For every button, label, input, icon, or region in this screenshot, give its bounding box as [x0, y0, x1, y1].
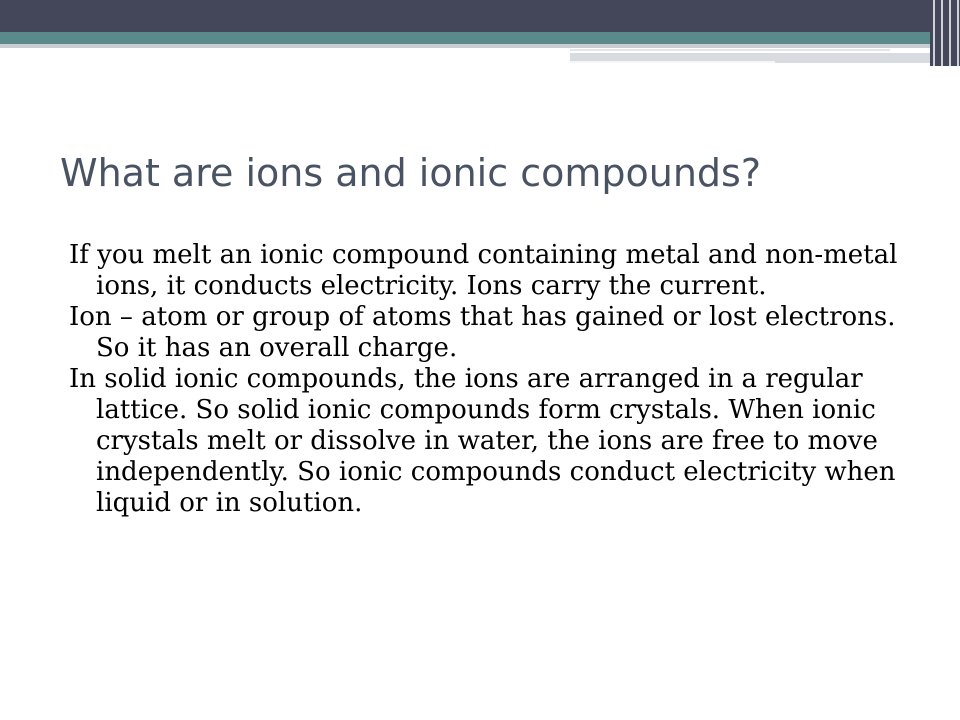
body-paragraph-3: In solid ionic compounds, the ions are arranged in a regular lattice. So solid ionic compounds form crystals. When ionic crystals melt or dissolve in water, the ions are free to move independently. So ionic compounds conduct electricity when liquid or in solution. — [69, 364, 896, 518]
header-corner-stripes — [930, 0, 960, 66]
body-paragraph-2: Ion – atom or group of atoms that has gained or lost electrons. So it has an overall charge. — [69, 302, 896, 363]
header-accent-line-short — [570, 61, 775, 63]
body-paragraph-1: If you melt an ionic compound containing metal and non-metal ions, it conducts electricity. Ions carry the current. — [69, 240, 898, 301]
slide-body — [69, 240, 909, 519]
header-teal-bar — [0, 32, 930, 44]
header-gray-bar — [0, 44, 930, 48]
slide-title: What are ions and ionic compounds? — [60, 151, 761, 195]
header-accent-line — [570, 49, 890, 51]
header-dark-bar — [0, 0, 930, 32]
